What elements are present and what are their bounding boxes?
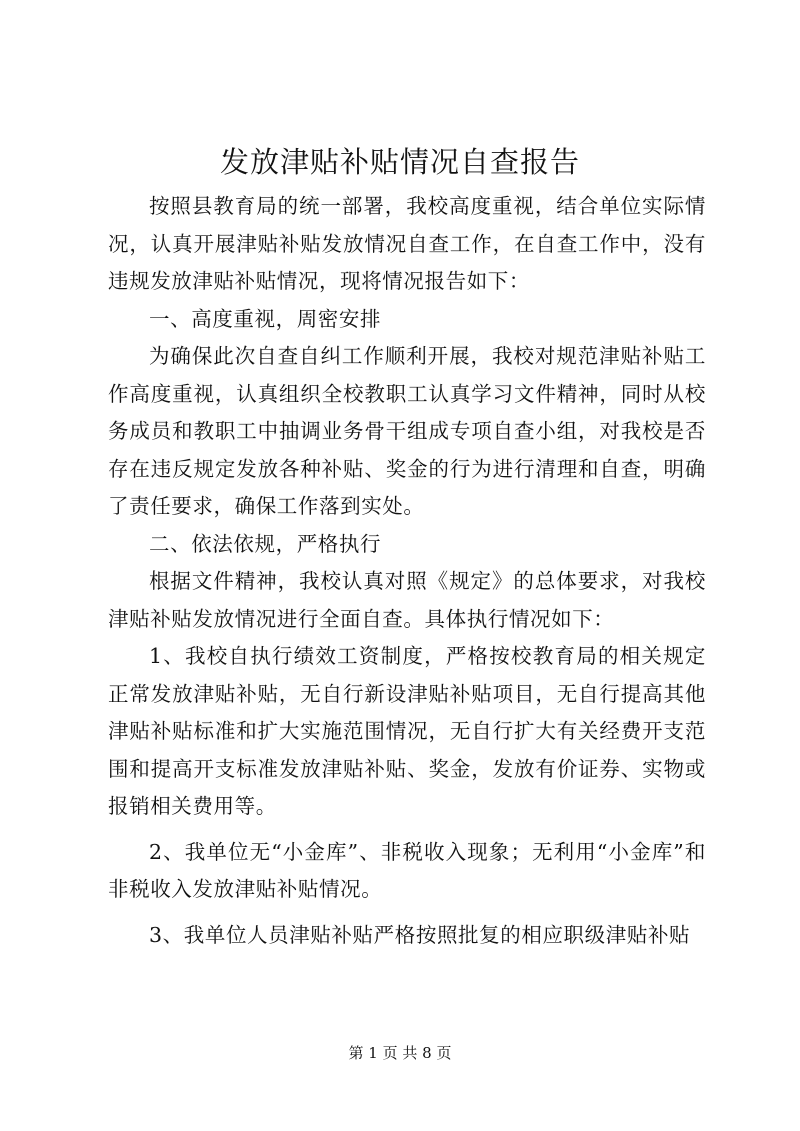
paragraph-section-2: 根据文件精神，我校认真对照《规定》的总体要求，对我校津贴补贴发放情况进行全面自查。具体执行情况如下： [108, 569, 706, 631]
page-footer: 第 1 页 共 8 页 [348, 1044, 452, 1062]
document-title: 发放津贴补贴情况自查报告 [219, 145, 580, 179]
paragraph-section-1: 为确保此次自查自纠工作顺利开展，我校对规范津贴补贴工作高度重视，认真组织全校教职工认真学习文件精神，同时从校务成员和教职工中抽调业务骨干组成专项自查小组，对我校是否存在违反规定发放各种补贴、奖金的行为进行清理和自查，明确了责任要求，确保工作落到实处。 [108, 344, 706, 518]
list-item-2: 2、我单位无“小金库”、非税收入现象；无利用“小金库”和非税收入发放津贴补贴情况。 [108, 839, 706, 901]
paragraph-intro: 按照县教育局的统一部署，我校高度重视，结合单位实际情况，认真开展津贴补贴发放情况自查工作，在自查工作中，没有违规发放津贴补贴情况，现将情况报告如下： [108, 194, 706, 293]
list-item-3: 3、我单位人员津贴补贴严格按照批复的相应职级津贴补贴 [149, 922, 691, 947]
section-heading-1: 一、高度重视，周密安排 [149, 306, 382, 331]
document-body [108, 188, 706, 954]
section-heading-2: 二、依法依规，严格执行 [149, 531, 382, 556]
list-item-1: 1、我校自执行绩效工资制度，严格按校教育局的相关规定正常发放津贴补贴，无自行新设津贴补贴项目，无自行提高其他津贴补贴标准和扩大实施范围情况，无自行扩大有关经费开支范围和提高开支标准发放津贴补贴、奖金，发放有价证券、实物或报销相关费用等。 [108, 644, 706, 818]
